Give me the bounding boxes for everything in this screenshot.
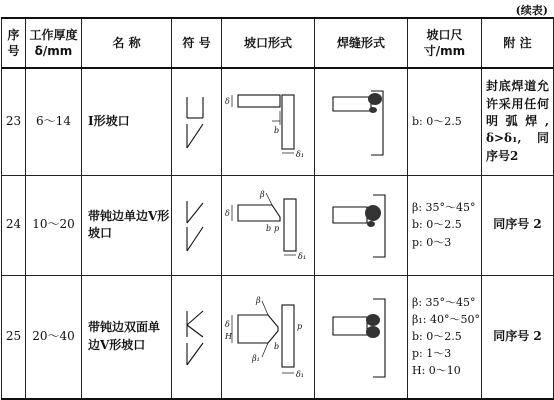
b-label: b [274, 341, 280, 351]
dim-line: β: 35°～45° [412, 201, 476, 215]
table-row [2, 175, 554, 275]
dim-line: p: 0～3 [412, 235, 452, 249]
name-cell: I形坡口 [82, 68, 172, 175]
symbol-cell [172, 68, 222, 175]
header-groove-size: 坡口尺寸/mm [408, 18, 482, 68]
seq-cell: 23 [2, 68, 26, 175]
header-groove-form: 坡口形式 [222, 18, 315, 68]
dim-line: b: 0～2.5 [412, 218, 462, 232]
p-label: p [274, 224, 280, 233]
header-remark: 附 注 [482, 18, 554, 68]
name-cell: 带钝边单边V形坡口 [82, 175, 172, 275]
beta-label: β [260, 190, 265, 199]
header-weld-form: 焊缝形式 [315, 18, 408, 68]
single-bevel-joint-icon [224, 185, 312, 265]
groove-form-cell [222, 68, 315, 175]
p-label: p [297, 321, 303, 331]
groove-form-cell [222, 275, 315, 399]
header-thickness: 工作厚度δ/mm [26, 18, 82, 68]
header-row [2, 18, 554, 68]
delta-label: δ [225, 319, 230, 329]
beta1-label: β₁ [252, 353, 260, 363]
dim-line: b: 0～2.5 [412, 330, 462, 344]
delta-label: δ [225, 96, 230, 106]
beta-label: β [256, 295, 261, 305]
double-bevel-weld-icon [321, 287, 401, 387]
dim-line: p: 1～3 [412, 347, 452, 361]
groove-size-cell [408, 275, 482, 399]
weld-form-cell [315, 275, 408, 399]
dim-line: β₁: 40°～50° [412, 313, 480, 327]
seq-cell: 24 [2, 175, 26, 275]
groove-form-cell [222, 175, 315, 275]
delta1-label: δ₁ [298, 252, 307, 261]
i-groove-joint-icon [224, 81, 312, 163]
delta1-label: δ₁ [296, 369, 305, 379]
delta-label: δ [225, 209, 230, 218]
double-bevel-fillet-symbol-icon [177, 305, 217, 369]
single-bevel-fillet-symbol-icon [177, 195, 217, 255]
weld-form-cell [315, 175, 408, 275]
b-label: b [266, 224, 272, 233]
groove-size-cell [408, 68, 482, 175]
thickness-cell: 20～40 [26, 275, 82, 399]
dim-line: b: 0～2.5 [412, 115, 462, 129]
b-label: b [274, 125, 280, 135]
thickness-cell: 10～20 [26, 175, 82, 275]
seq-cell: 25 [2, 275, 26, 399]
delta1-label: δ₁ [296, 149, 305, 159]
symbol-cell [172, 175, 222, 275]
dim-line: H: 0～10 [412, 364, 461, 378]
header-name: 名 称 [82, 18, 172, 68]
header-seq: 序号 [2, 18, 26, 68]
groove-table [1, 17, 554, 400]
symbol-cell [172, 275, 222, 399]
dim-line: β: 35°～45° [412, 296, 476, 310]
thickness-cell: 6～14 [26, 68, 82, 175]
remark-cell: 同序号 2 [482, 275, 554, 399]
h-label: H [225, 331, 232, 341]
i-groove-weld-icon [321, 81, 401, 163]
remark-cell: 封底焊道允许采用任何明弧焊, δ>δ₁, 同序号2 [482, 68, 554, 175]
i-groove-fillet-symbol-icon [177, 92, 217, 152]
weld-form-cell [315, 68, 408, 175]
remark-cell: 同序号 2 [482, 175, 554, 275]
header-symbol: 符 号 [172, 18, 222, 68]
groove-size-cell [408, 175, 482, 275]
name-cell: 带钝边双面单边V形坡口 [82, 275, 172, 399]
table-row [2, 275, 554, 399]
table-row [2, 68, 554, 175]
single-bevel-weld-icon [321, 185, 401, 265]
double-bevel-joint-icon [224, 287, 312, 387]
continued-caption: (续表) [515, 4, 548, 17]
